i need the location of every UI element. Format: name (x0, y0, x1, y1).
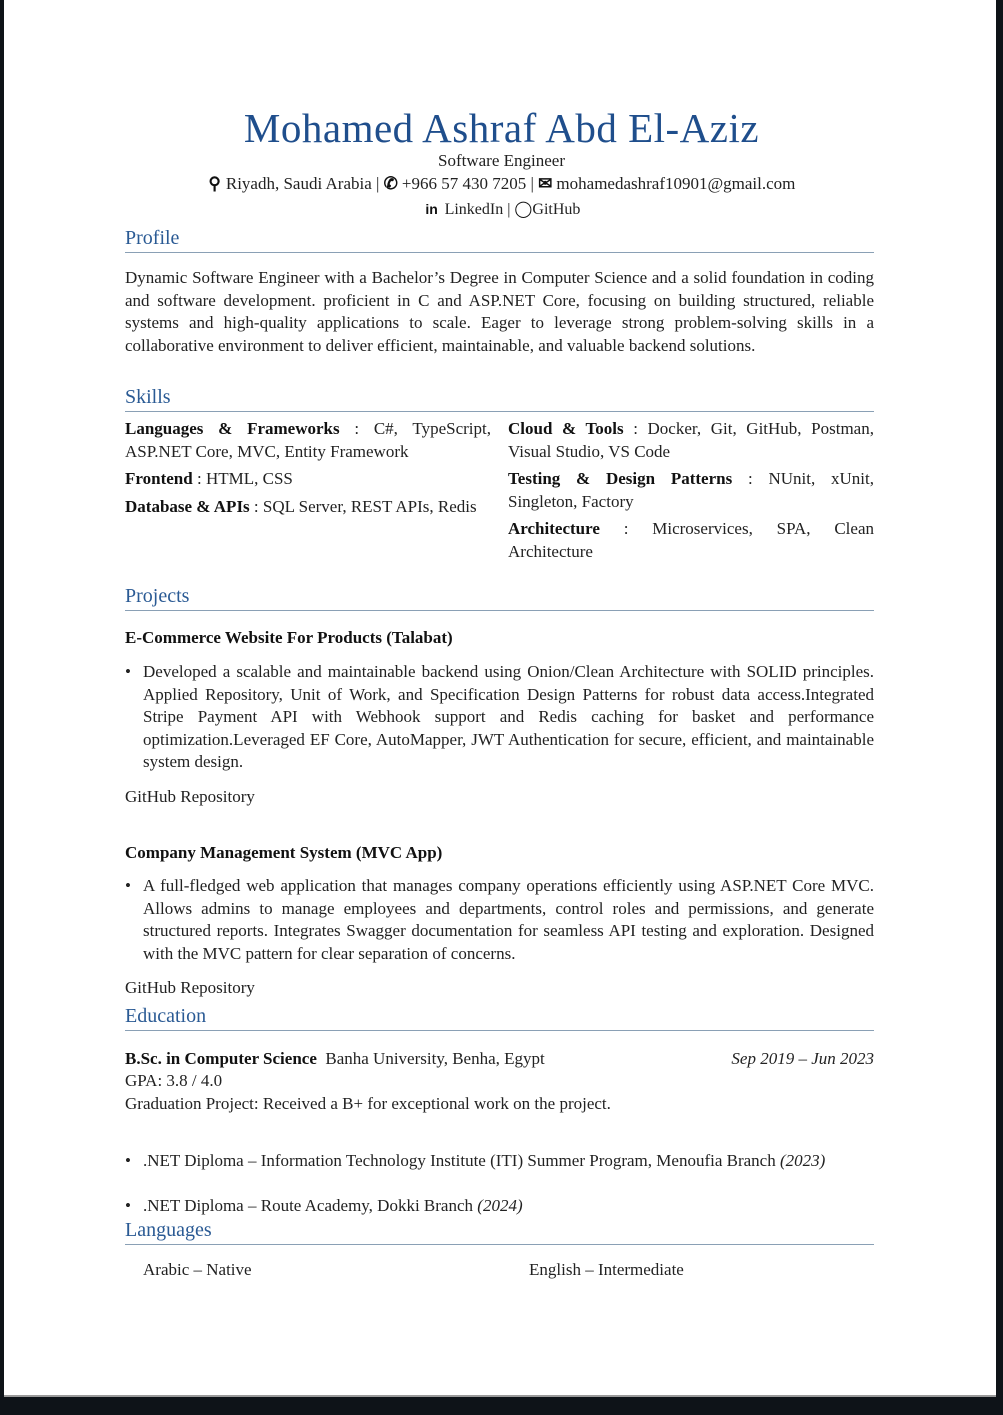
map-pin-icon: ⚲ (208, 174, 221, 193)
job-title: Software Engineer (438, 151, 565, 170)
skills-right-column (508, 418, 874, 563)
email-link[interactable]: mohamedashraf10901@gmail.com (556, 174, 796, 193)
project-github-link[interactable]: GitHub Repository (125, 978, 255, 997)
github-link[interactable]: GitHub (532, 201, 581, 218)
project-github-link[interactable]: GitHub Repository (125, 787, 255, 806)
project-bullet: • A full-fledged web application that manages company operations efficiently using ASP.NET Core MVC. Allows admins to manage employees and departments, control roles and permissions, and generate structured reports. Integrates Swagger documentation for seamless API testing and exploration. Designed with the MVC pattern for clear separation of concerns. (125, 875, 874, 965)
project-title: E-Commerce Website For Products (Talabat) (125, 628, 453, 647)
skill-item: Frontend : HTML, CSS (125, 469, 293, 488)
diploma-item: • .NET Diploma – Information Technology Institute (ITI) Summer Program, Menoufia Branch (2023) (125, 1150, 874, 1173)
envelope-icon: ✉ (538, 174, 553, 193)
section-heading-profile: Profile (125, 225, 874, 253)
linkedin-icon: in (425, 201, 438, 217)
separator: | (507, 201, 511, 218)
separator: | (530, 174, 534, 193)
skills-left-column (125, 418, 491, 518)
location: Riyadh, Saudi Arabia (225, 174, 372, 193)
section-heading-education: Education (125, 1003, 874, 1031)
github-icon: ◯ (514, 201, 533, 218)
separator: | (376, 174, 380, 193)
skill-item: Cloud & Tools : Docker, Git, GitHub, Postman, Visual Studio, VS Code (508, 419, 874, 461)
degree-line: B.Sc. in Computer Science Banha University, Benha, Egypt (125, 1049, 545, 1068)
skill-item: Database & APIs : SQL Server, REST APIs, Redis (125, 496, 477, 516)
gpa: GPA: 3.8 / 4.0 (125, 1071, 223, 1090)
graduation-project: Graduation Project: Received a B+ for exceptional work on the project. (125, 1094, 611, 1113)
skill-item: Languages & Frameworks : C#, TypeScript, ASP.NET Core, MVC, Entity Framework (125, 419, 491, 461)
education-dates: Sep 2019 – Jun 2023 (731, 1049, 874, 1068)
section-heading-projects: Projects (125, 583, 874, 611)
linkedin-link[interactable]: LinkedIn (444, 201, 504, 218)
section-heading-languages: Languages (125, 1217, 874, 1245)
project-title: Company Management System (MVC App) (125, 843, 443, 862)
phone: +966 57 430 7205 (401, 174, 527, 193)
candidate-name: Mohamed Ashraf Abd El-Aziz (243, 105, 760, 151)
contact-line (0, 173, 1003, 196)
profile-text: Dynamic Software Engineer with a Bachelor’s Degree in Computer Science and a solid foundation in coding and software development. proficient in C and ASP.NET Core, focusing on building structured, reliable systems and high-quality applications to scale. Eager to leverage strong problem-solving skills in a collaborative environment to deliver efficient, maintainable, and valuable backend solutions. (125, 268, 874, 355)
section-heading-skills: Skills (125, 384, 874, 412)
language-item: English – Intermediate (529, 1260, 684, 1279)
skill-item: Testing & Design Patterns : NUnit, xUnit, Singleton, Factory (508, 469, 874, 511)
phone-icon: ✆ (383, 174, 398, 193)
diploma-item: • .NET Diploma – Route Academy, Dokki Branch (2024) (125, 1195, 874, 1218)
skill-item: Architecture : Microservices, SPA, Clean Architecture (508, 519, 874, 561)
links-line (0, 198, 1003, 221)
project-bullet: • Developed a scalable and maintainable backend using Onion/Clean Architecture with SOLID principles. Applied Repository, Unit of Work, and Specification Design Patterns for robust data access.Integrated Stripe Payment API with Webhook support and Redis caching for basket and performance optimization.Leveraged EF Core, AutoMapper, JWT Authentication for secure, efficient, and maintainable system design. (125, 661, 874, 774)
language-item: Arabic – Native (143, 1260, 252, 1279)
